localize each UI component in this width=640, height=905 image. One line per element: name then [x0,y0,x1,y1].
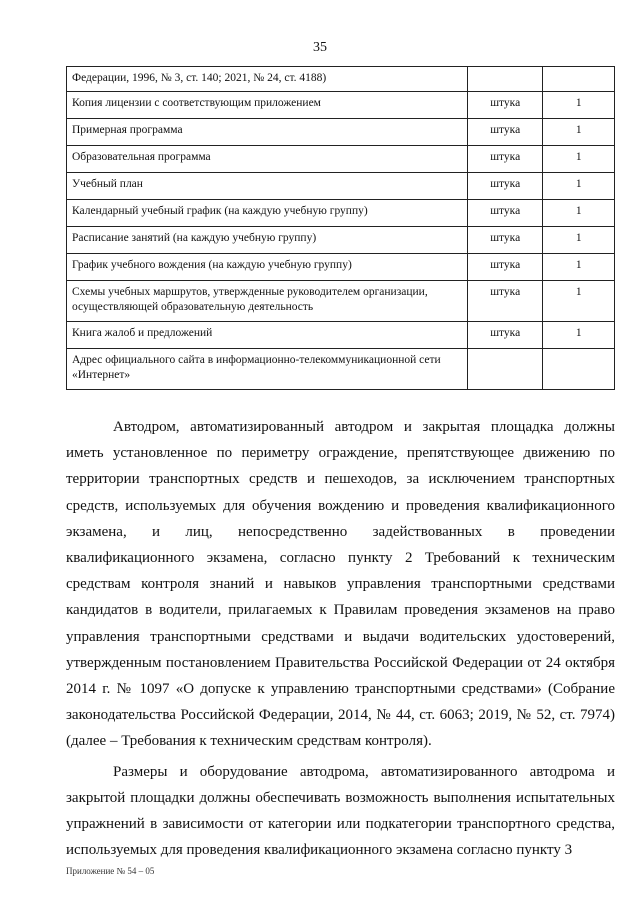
unit-cell: штука [467,322,543,349]
table-row [67,227,615,254]
quantity-cell: 1 [543,146,615,173]
unit-cell: штука [467,281,543,322]
table-row [67,200,615,227]
quantity-cell [543,349,615,390]
quantity-cell: 1 [543,254,615,281]
quantity-cell: 1 [543,173,615,200]
item-name-cell: Примерная программа [67,119,468,146]
item-name-cell: Федерации, 1996, № 3, ст. 140; 2021, № 24, ст. 4188) [67,67,468,92]
item-name-cell: Книга жалоб и предложений [67,322,468,349]
unit-cell: штука [467,200,543,227]
paragraph: Размеры и оборудование автодрома, автоматизированного автодрома и закрытой площадки должны обеспечивать возможность выполнения испытательных упражнений в зависимости от категории или подкатегории транспортного средства, используемых для проведения квалификационного экзамена согласно пункту 3 [66,763,615,859]
unit-cell [467,349,543,390]
item-name-cell: Образовательная программа [67,146,468,173]
item-name-cell: Копия лицензии с соответствующим приложением [67,92,468,119]
quantity-cell: 1 [543,200,615,227]
item-name-cell: График учебного вождения (на каждую учебную группу) [67,254,468,281]
item-name-cell: Учебный план [67,173,468,200]
body-text [66,414,615,863]
unit-cell: штука [467,254,543,281]
table-row [67,92,615,119]
quantity-cell: 1 [543,92,615,119]
table-row [67,281,615,322]
unit-cell: штука [467,119,543,146]
quantity-cell: 1 [543,322,615,349]
document-footer: Приложение № 54 – 05 [66,866,155,876]
quantity-cell: 1 [543,227,615,254]
table-row [67,322,615,349]
unit-cell: штука [467,173,543,200]
unit-cell: штука [467,146,543,173]
quantity-cell: 1 [543,281,615,322]
table-row [67,254,615,281]
quantity-cell [543,67,615,92]
table-row [67,173,615,200]
quantity-cell: 1 [543,119,615,146]
table-row [67,119,615,146]
unit-cell: штука [467,227,543,254]
page-number: 35 [313,40,327,55]
table-row [67,67,615,92]
document-table [66,66,615,390]
item-name-cell: Расписание занятий (на каждую учебную группу) [67,227,468,254]
table-row [67,146,615,173]
unit-cell: штука [467,92,543,119]
table-row [67,349,615,390]
item-name-cell: Календарный учебный график (на каждую учебную группу) [67,200,468,227]
unit-cell [467,67,543,92]
paragraph: Автодром, автоматизированный автодром и закрытая площадка должны иметь установленное по периметру ограждение, препятствующее движению по территории транспортных средств и пешеходов, за исключением транспортных средств, используемых для обучения вождению и проведения квалификационного экзамена, и лиц, непосредственно задействованных в проведении квалификационного экзамена, согласно пункту 2 Требований к техническим средствам контроля знаний и навыков управления транспортными средствами кандидатов в водители, прилагаемых к Правилам проведения экзаменов на право управления транспортными средствами и выдачи водительских удостоверений, утвержденным постановлением Правительства Российской Федерации от 24 октября 2014 г. № 1097 «О допуске к управлению транспортными средствами» (Собрание законодательства Российской Федерации, 2014, № 44, ст. 6063; 2019, № 52, ст. 7974) (далее – Требования к техническим средствам контроля). [66,419,615,750]
item-name-cell: Схемы учебных маршрутов, утвержденные руководителем организации, осуществляющей образовательную деятельность [67,281,468,322]
item-name-cell: Адрес официального сайта в информационно-телекоммуникационной сети «Интернет» [67,349,468,390]
